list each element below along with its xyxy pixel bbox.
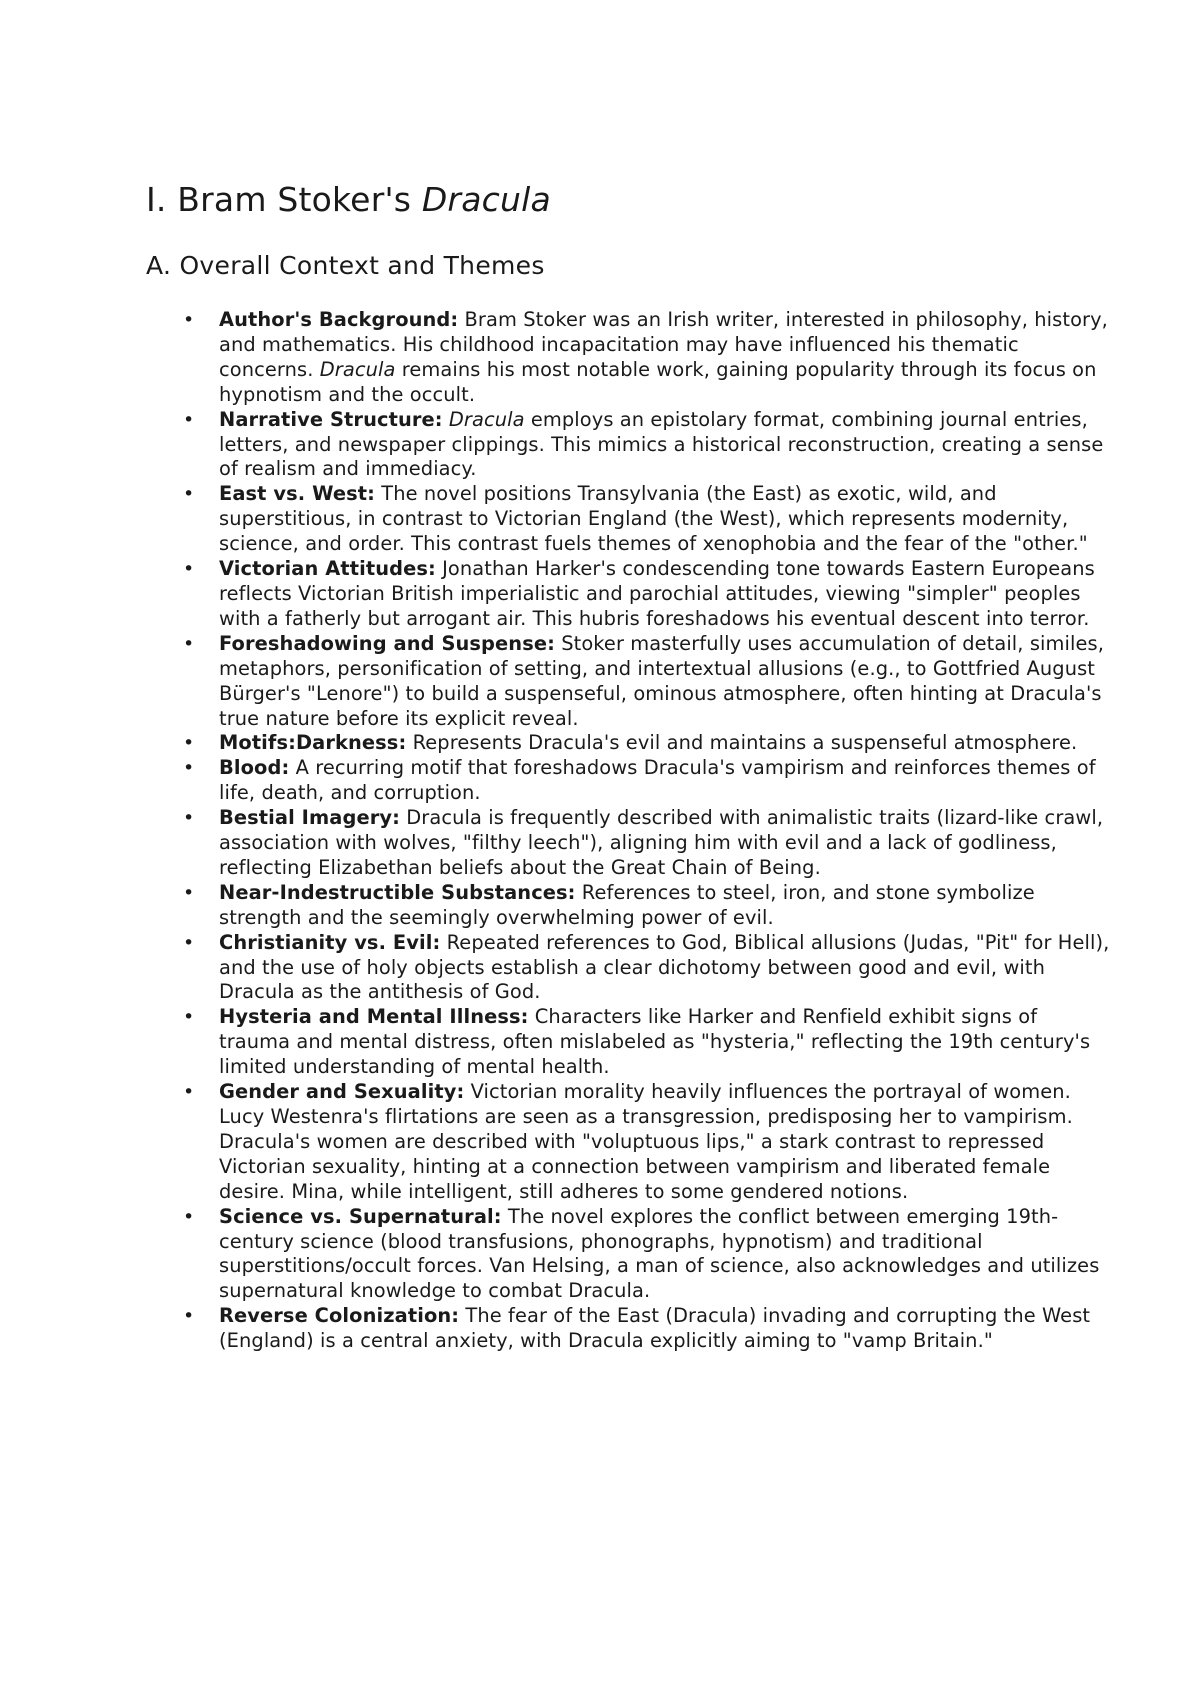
list-item-text: References to steel, iron, and stone symbolize strength and the seemingly overwhelming power of evil. [219, 880, 1035, 929]
list-item-label: Bestial Imagery: [219, 806, 400, 830]
list-item-italic-text: Dracula [319, 357, 396, 381]
list-item-italic-text: Dracula [448, 407, 525, 431]
list-item-label: Author's Background: [219, 308, 459, 331]
bullet-icon: • [183, 881, 195, 904]
bullet-icon: • [183, 1305, 195, 1328]
bullet-icon: • [183, 807, 195, 830]
list-item-text: remains his most notable work, gaining popularity through its focus on hypnotism and the occult. [219, 357, 1097, 406]
list-item-text: Jonathan Harker's condescending tone towards Eastern Europeans reflects Victorian British imperialistic and parochial attitudes, viewing "simpler" peoples with a fatherly but arrogant air. This hubris foreshadows his eventual descent into terror. [219, 557, 1095, 630]
bullet-icon: • [183, 1081, 195, 1104]
bullet-icon: • [183, 757, 195, 780]
list-item-text: Characters like Harker and Renfield exhibit signs of trauma and mental distress, often mislabeled as "hysteria," reflecting the 19th century's limited understanding of mental health. [219, 1005, 1091, 1079]
list-item [146, 806, 1110, 881]
list-item-text: A recurring motif that foreshadows Dracula's vampirism and reinforces themes of life, death, and corruption. [219, 756, 1096, 805]
list-item-text: The fear of the East (Dracula) invading and corrupting the West (England) is a central anxiety, with Dracula explicitly aiming to "vamp Britain." [219, 1304, 1091, 1353]
list-item-label: Christianity vs. Evil: [219, 930, 441, 954]
list-item-text: Dracula is frequently described with animalistic traits (lizard-like crawl, association with wolves, "filthy leech"), aligning him with evil and a lack of godliness, reflecting Elizabethan beliefs about the Great Chain of Being. [219, 806, 1104, 879]
bullet-icon: • [183, 558, 195, 581]
list-item [146, 632, 1110, 732]
bullet-icon: • [183, 408, 195, 431]
list-item-text: Represents Dracula's evil and maintains a suspenseful atmosphere. [406, 731, 1078, 755]
list-item-text: The novel positions Transylvania (the East) as exotic, wild, and superstitious, in contrast to Victorian England (the West), which represents modernity, science, and order. This contrast fuels themes of xenophobia and the fear of the "other." [219, 482, 1088, 556]
section-heading [146, 176, 1110, 224]
list-item-text: Victorian morality heavily influences the portrayal of women. Lucy Westenra's flirtations are seen as a transgression, predisposing her to vampirism. Dracula's women are described with "voluptuous lips," a stark contrast to repressed Victorian sexuality, hinting at a connection between vampirism and liberated female desire. Mina, while intelligent, still adheres to some gendered notions. [219, 1080, 1073, 1203]
list-item-label: Narrative Structure: [219, 407, 443, 431]
list-item [146, 1304, 1110, 1354]
list-item-label: Gender and Sexuality: [219, 1080, 465, 1104]
list-item [146, 756, 1110, 806]
list-item-text: Bram Stoker was an Irish writer, interested in philosophy, history, and mathematics. His childhood incapacitation may have influenced his thematic concerns. [219, 308, 1108, 381]
bullet-icon: • [183, 732, 195, 755]
bullet-icon: • [183, 1006, 195, 1029]
list-item-label: Science vs. Supernatural: [219, 1204, 502, 1228]
section-heading-text: I. Bram Stoker's [146, 180, 422, 219]
list-item-label: East vs. West: [219, 482, 376, 506]
list-item [146, 1080, 1110, 1205]
list-item-text: Stoker masterfully uses accumulation of detail, similes, metaphors, personification of setting, and intertextual allusions (e.g., to Gottfried August Bürger's "Lenore") to build a suspenseful, ominous atmosphere, often hinting at Dracula's true nature before its explicit reveal. [219, 631, 1104, 730]
list-item-label: Reverse Colonization: [219, 1304, 460, 1328]
list-item [146, 557, 1110, 632]
list-item [146, 408, 1110, 483]
list-item-text: employs an epistolary format, combining journal entries, letters, and newspaper clippings. This mimics a historical reconstruction, creating a sense of realism and immediacy. [219, 407, 1104, 481]
list-item [146, 881, 1110, 931]
list-item [146, 308, 1110, 408]
list-item-label: Motifs:Darkness: [219, 731, 407, 755]
list-item [146, 1205, 1110, 1305]
section-heading-italic: Dracula [421, 180, 551, 219]
list-item-label: Foreshadowing and Suspense: [219, 631, 555, 655]
list-item-text: Repeated references to God, Biblical allusions (Judas, "Pit" for Hell), and the use of holy objects establish a clear dichotomy between good and evil, with Dracula as the antithesis of God. [219, 930, 1110, 1004]
list-item [146, 1005, 1110, 1080]
list-item [146, 931, 1110, 1006]
list-item [146, 731, 1110, 756]
list-item-label: Near-Indestructible Substances: [219, 880, 576, 904]
subsection-heading: A. Overall Context and Themes [146, 251, 545, 280]
list-item-text: The novel explores the conflict between emerging 19th-century science (blood transfusions, phonographs, hypnotism) and traditional superstitions/occult forces. Van Helsing, a man of science, also acknowledges and utilizes supernatural knowledge to combat Dracula. [219, 1204, 1100, 1303]
bullet-icon: • [183, 931, 195, 954]
bullet-icon: • [183, 309, 195, 331]
list-item [146, 482, 1110, 557]
list-item-label: Victorian Attitudes: [219, 557, 436, 581]
bullet-icon: • [183, 483, 195, 506]
bullet-icon: • [183, 1205, 195, 1228]
bullet-list [146, 308, 1110, 1354]
bullet-icon: • [183, 632, 195, 655]
list-item-label: Hysteria and Mental Illness: [219, 1005, 529, 1029]
list-item-label: Blood: [219, 756, 290, 780]
